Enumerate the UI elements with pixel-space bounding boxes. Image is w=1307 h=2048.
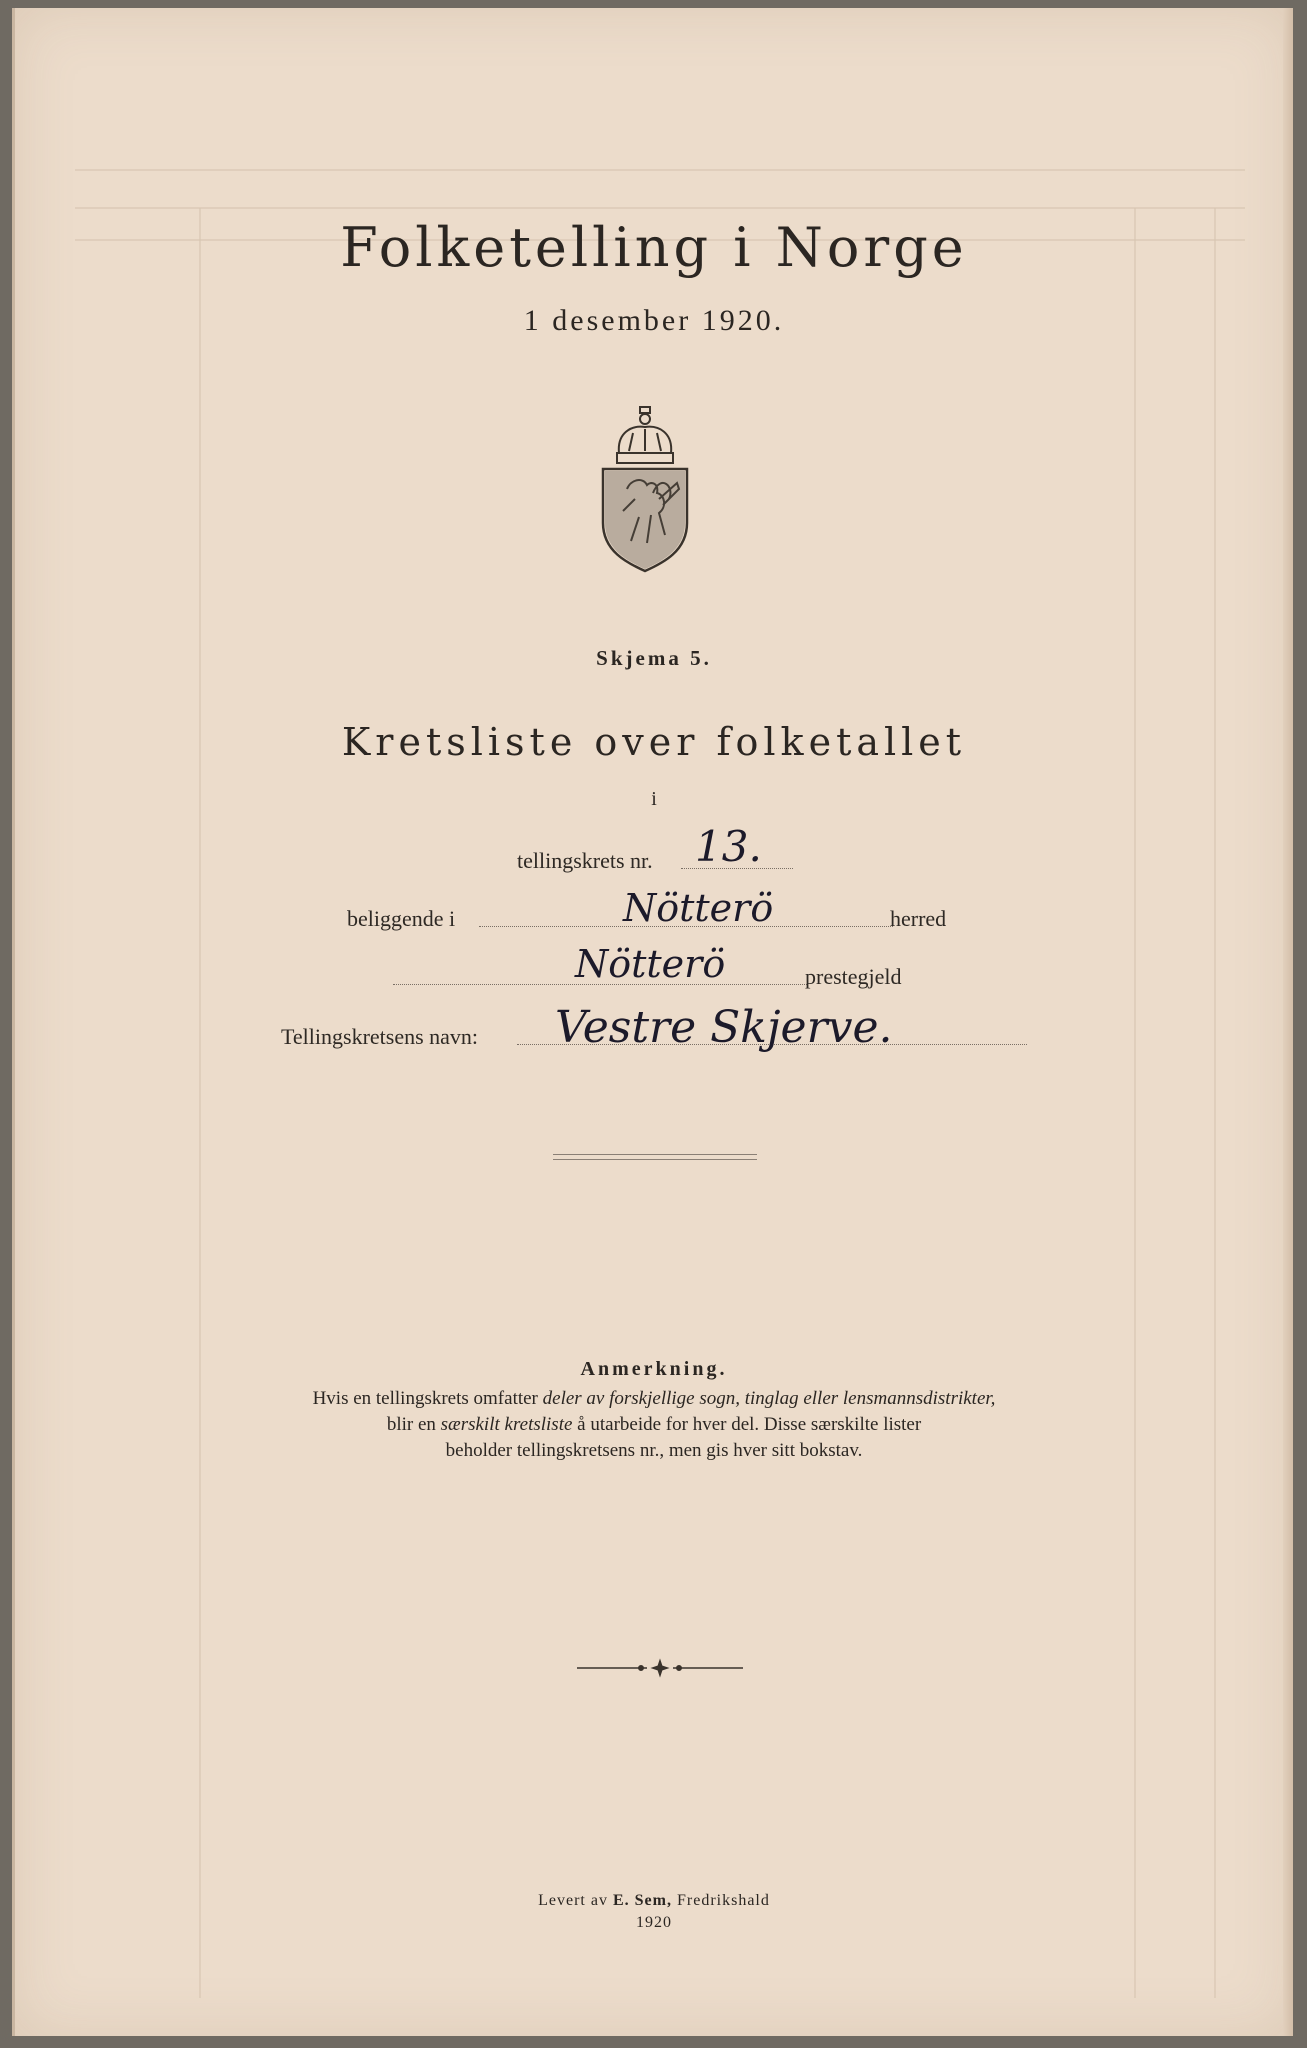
form-heading: Kretsliste over folketallet <box>341 720 967 764</box>
krets-number-label: tellingskrets nr. <box>517 848 653 873</box>
printer-year: 1920 <box>636 1914 672 1931</box>
page-title: Folketelling i Norge <box>340 216 968 279</box>
note-title: Anmerkning. <box>580 1358 728 1380</box>
census-form-page <box>12 8 1293 2036</box>
krets-name-label: Tellingskretsens navn: <box>281 1024 479 1049</box>
printer-prefix: Levert av <box>538 1892 613 1909</box>
note-line-1 <box>195 1386 1113 1412</box>
beliggende-label: beliggende i <box>347 906 456 931</box>
note-line-3: beholder tellingskretsens nr., men gis hver sitt bokstav. <box>445 1440 863 1461</box>
note-line-1-emphasis: deler av forskjellige sogn, tinglag eller lensmannsdistrikter, <box>542 1388 996 1409</box>
printer-city: Fredrikshald <box>671 1892 770 1909</box>
ornament-divider-icon <box>575 1656 745 1680</box>
census-date: 1 desember 1920. <box>523 304 785 337</box>
norwegian-coat-of-arms-icon <box>595 403 695 573</box>
herred-value: Nötterö <box>623 886 774 930</box>
preposition-i: i <box>651 788 657 810</box>
note-line-2 <box>195 1412 1113 1438</box>
printer-credit <box>15 1892 1293 1910</box>
prestegjeld-label: prestegjeld <box>805 964 902 989</box>
note-text <box>195 1386 1113 1464</box>
printer-name: E. Sem, <box>612 1892 672 1909</box>
krets-name-value: Vestre Skjerve. <box>555 1002 893 1053</box>
note-line-2-emphasis: særskilt kretsliste <box>440 1414 573 1435</box>
herred-label: herred <box>890 906 947 931</box>
schema-number: Skjema 5. <box>596 646 712 670</box>
prestegjeld-value: Nötterö <box>575 942 726 986</box>
note-line-1-start: Hvis en tellingskrets omfatter <box>312 1388 543 1409</box>
krets-number-value: 13. <box>695 822 762 871</box>
divider-rule <box>553 1154 757 1160</box>
note-line-2-end: å utarbeide for hver del. Disse særskilte lister <box>572 1414 922 1435</box>
note-line-2-start: blir en <box>386 1414 441 1435</box>
